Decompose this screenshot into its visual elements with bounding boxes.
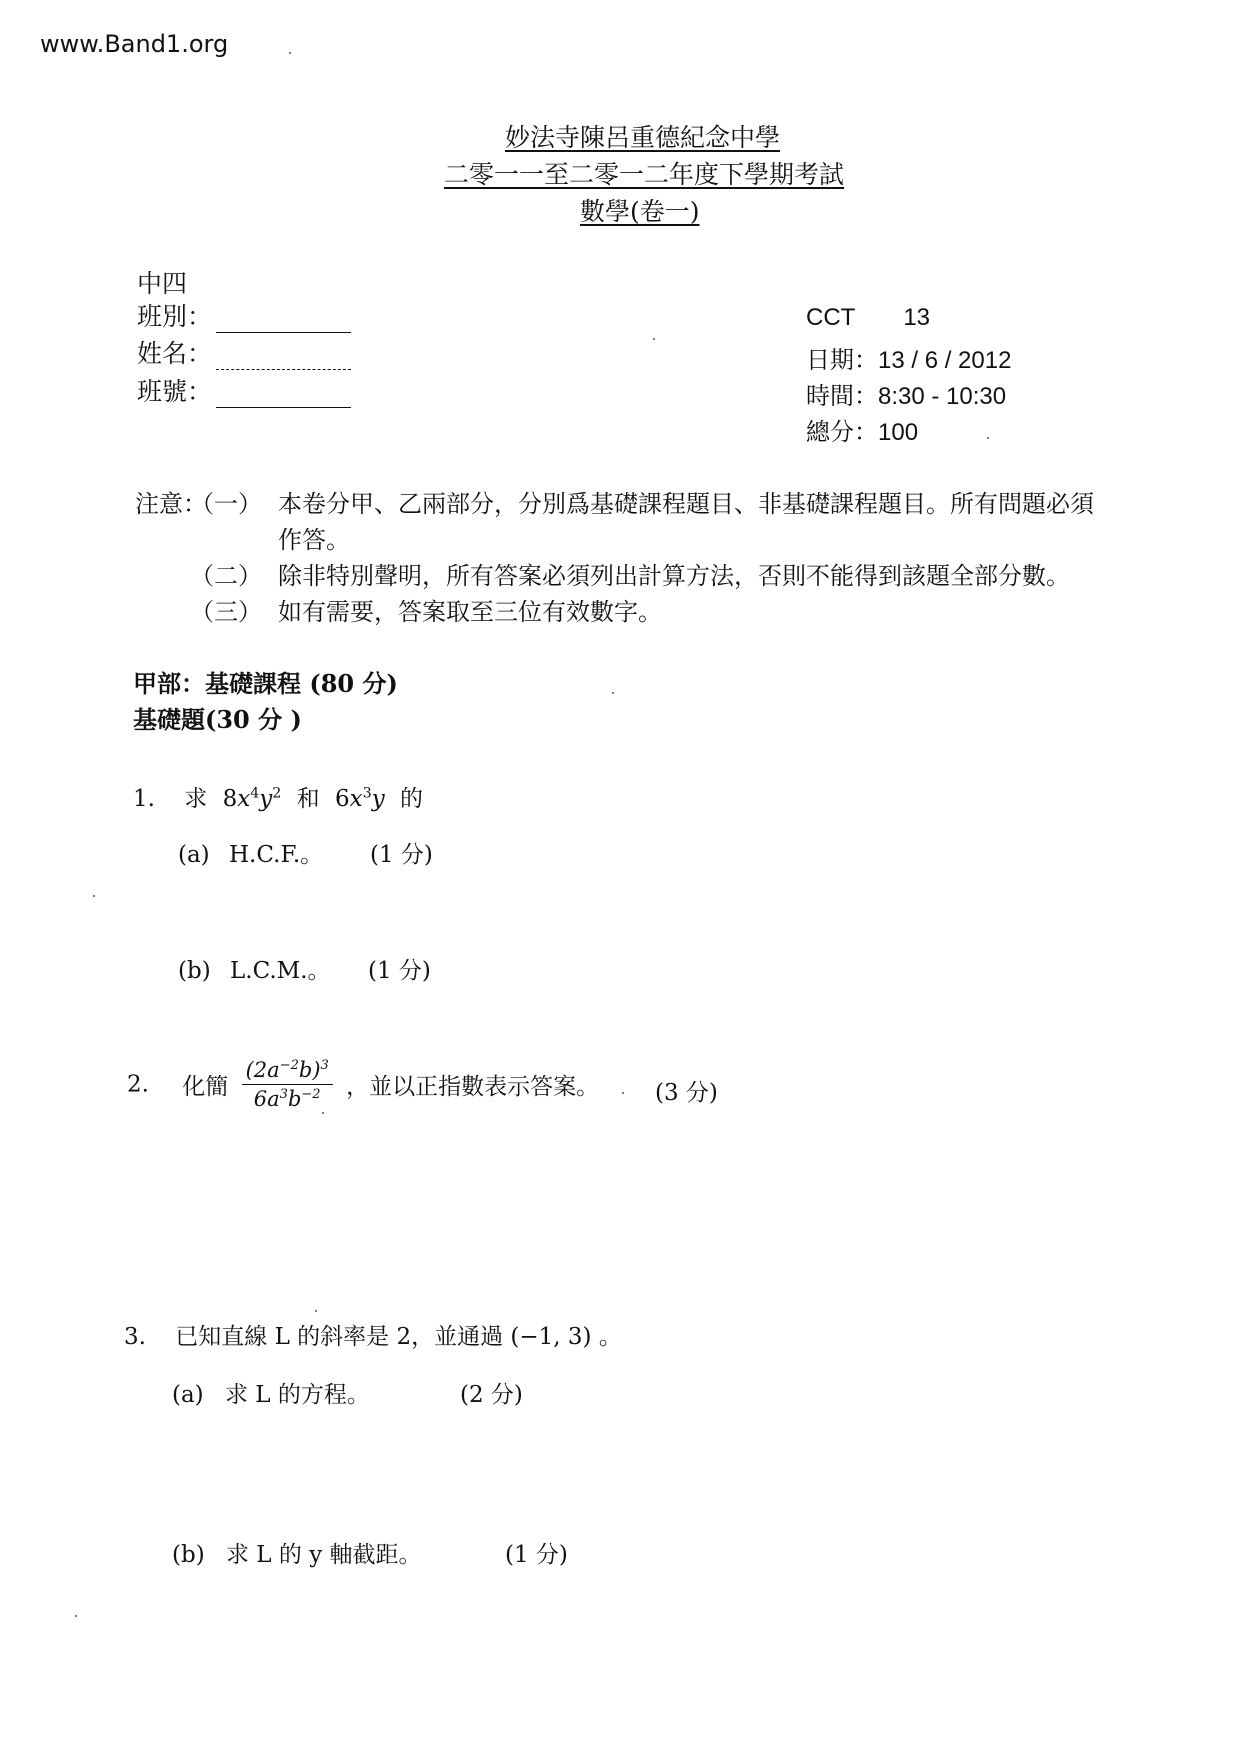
question-3b-marks: (1 分): [505, 1542, 568, 1568]
question-1-post: 的: [400, 786, 423, 812]
exam-date: 日期：13 / 6 / 2012: [806, 347, 1012, 374]
question-3b: [172, 1536, 422, 1569]
question-1a-marks: (1 分): [370, 842, 433, 868]
scan-speck: [612, 692, 614, 694]
question-3b-text: 求 L 的 y 軸截距。: [225, 1542, 422, 1568]
question-3a-text: 求 L 的方程。: [224, 1382, 370, 1408]
class-blank[interactable]: [216, 310, 351, 333]
question-1: [133, 780, 423, 813]
class-label: 班別：: [137, 302, 213, 331]
note-1-text: 本卷分甲、乙兩部分，分別爲基礎課程題目、非基礎課程題目。所有問題必須: [278, 490, 1094, 518]
number-label: 班號：: [137, 377, 213, 406]
question-3a-label: (a): [172, 1382, 204, 1408]
scan-speck: [653, 338, 655, 340]
question-3-stem: 已知直線 L 的斜率是 2，並通過 (−1, 3) 。: [175, 1324, 622, 1350]
question-2-post: ，並以正指數表示答案。: [346, 1074, 600, 1100]
fraction-numerator: $(2a^{-2}b)^3$: [242, 1058, 333, 1085]
scan-speck: [289, 52, 291, 54]
question-3-number: 3.: [124, 1324, 146, 1350]
question-1-and: 和: [296, 786, 320, 812]
question-1a-label: (a): [178, 842, 210, 868]
question-2: [127, 1058, 599, 1111]
fraction-denominator: $6a^3b^{-2}$: [253, 1087, 321, 1111]
question-1b-text: L.C.M.。: [229, 958, 331, 984]
exam-code-text: CCT: [806, 304, 856, 331]
exam-code: [806, 304, 930, 332]
term-8x4y2: $8x^4y^2$: [222, 785, 282, 812]
question-2-marks: (3 分): [655, 1080, 718, 1106]
scan-speck: [622, 1092, 624, 1094]
school-name: 妙法寺陳呂重德紀念中學: [505, 123, 781, 152]
question-1b-marks: (1 分): [368, 958, 431, 984]
question-2-pre: 化簡: [182, 1074, 229, 1100]
question-1b: [178, 952, 331, 985]
note-2-text: 除非特別聲明，所有答案必須列出計算方法，否則不能得到該題全部分數。: [278, 562, 1070, 590]
section-subtitle: 基礎題(30 分 ): [133, 705, 302, 734]
number-blank[interactable]: [216, 385, 351, 408]
note-1-continuation: 作答。: [278, 526, 350, 554]
name-blank[interactable]: [216, 347, 351, 370]
exam-code-number: 13: [903, 304, 931, 331]
question-3: [124, 1318, 622, 1351]
note-2-number: （二）: [190, 562, 262, 590]
note-3-text: 如有需要，答案取至三位有效數字。: [278, 598, 662, 626]
question-1b-label: (b): [178, 958, 211, 984]
term-6x3y: $6x^3y$: [334, 785, 385, 812]
form-level: 中四: [137, 269, 188, 298]
simplify-fraction: [242, 1058, 333, 1111]
question-3a-marks: (2 分): [460, 1382, 523, 1408]
question-3a: [172, 1376, 370, 1409]
notes-prefix: 注意：: [135, 490, 207, 518]
question-2-number: 2.: [127, 1071, 149, 1098]
note-1-number: （一）: [190, 490, 262, 518]
name-field: [137, 334, 351, 370]
number-field: [137, 372, 351, 408]
exam-time: 時間：8:30 - 10:30: [806, 383, 1007, 410]
question-1-pre: 求: [184, 786, 208, 812]
exam-term: 二零一一至二零一二年度下學期考試: [444, 160, 845, 189]
section-title: 甲部：基礎課程 (80 分): [133, 669, 398, 698]
scan-speck: [322, 1112, 324, 1114]
question-1a: [178, 836, 323, 869]
exam-subject: 數學(卷一): [580, 197, 700, 226]
scan-speck: [987, 437, 989, 439]
note-3-number: （三）: [190, 598, 262, 626]
scan-speck: [315, 1310, 317, 1312]
scan-speck: [75, 1615, 77, 1617]
class-field: [137, 297, 351, 333]
question-1-number: 1.: [133, 786, 155, 812]
question-1a-text: H.C.F.。: [228, 842, 324, 868]
scan-speck: [93, 895, 95, 897]
name-label: 姓名：: [137, 339, 213, 368]
watermark-url[interactable]: www.Band1.org: [40, 30, 229, 58]
question-3b-label: (b): [172, 1542, 205, 1568]
exam-total: 總分：100: [806, 419, 919, 446]
